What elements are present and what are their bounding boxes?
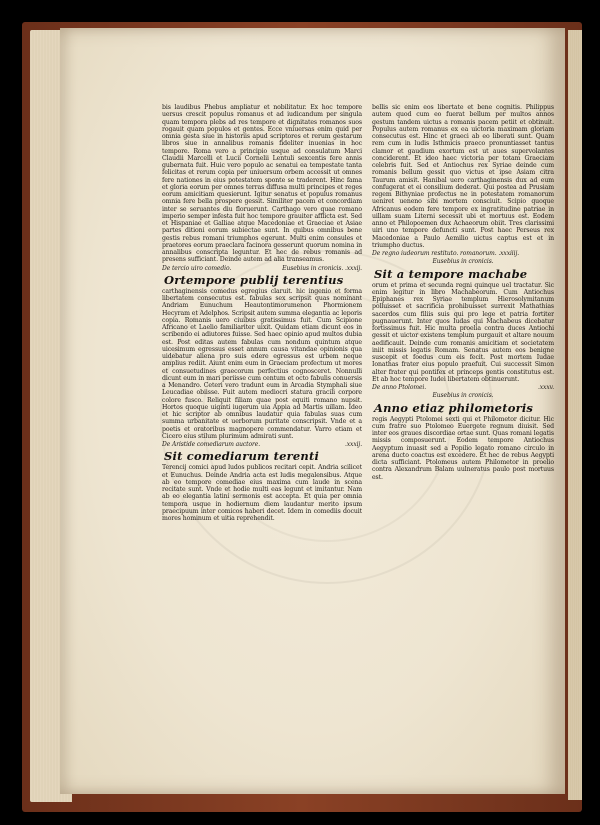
section-heading: Sit comediarum terenti (164, 449, 320, 464)
reference-left: De anno Ptolomei. (372, 384, 427, 391)
reference-left: De regno iudeorum restituto. romanorum. .xxxiiij. (372, 250, 520, 257)
paragraph: orum et prima et secunda regni quinque uel tractatur. Sic enim legitur in libro Machabeorum. Cum Antiochus Epiphanes rex Syriae templum Hierosolymitanum polluisset et sacrificia prohibuisset surrexit Mathathias sacerdos cum filiis suis qui pro lege et patria fortiter pugnauerunt. Inter quos Iudas qui Machabeus dicebatur fortissimus fuit. Hic multa proelia contra duces Antiochi gessit et uictor existens templum purgauit et altare nouum aedificauit. Deinde cum romanis amicitiam et societatem iniit missis legatis Romam. Senatus autem eos benigne suscepit et foedus cum eis fecit. Post mortem Iudae Ionathas frater eius populo praefuit. Cui successit Simon alter frater qui pontifex et princeps gentis constitutus est. Et ab hoc tempore Iudei libertatem obtinuerunt. (372, 281, 554, 383)
section-heading: Ortempore publij terentius (164, 272, 344, 287)
reference-right: .xxxij. (344, 441, 362, 448)
reference-left: De Aristide comediarum auctore. (162, 441, 261, 448)
text-column-left (162, 104, 362, 716)
paragraph: bellis sic enim eos libertate et bene cognitis. Philippus autem quod cum eo fuerat bellum per multos annos gestum tandem uictus a romanis pacem petiit et obtinuit. Populus autem romanus ex ea uictoria maximam gloriam consecutus est. Hinc et graeci ab eo liberati sunt. Quam rem cum in ludis Isthmicis praeco pronuntiasset tantus clamor et gaudium exortum est ut aues supervolantes conciderent. Et ideo haec victoria per totam Graeciam celebris fuit. Sed et Antiochus rex Syriae deinde cum romanis bellum gessit quo victus et ipse Asiam citra Taurum amisit. Hanibal uero carthaginensis dux ad eum confugerat et ei consilium dederat. Qui postea ad Prusiam regem Bithyniae profectus ne in potestatem romanorum ueniret ueneno sibi mortem consciuit. Scipio quoque Africanus eodem fere tempore ex ingratitudine patriae in uillam suam Literni secessit ubi et mortuus est. Eodem anno et Philopoemen dux Achaeorum obiit. Tres clarissimi uiri uno tempore defuncti sunt. Post haec Perseus rex Macedoniae a Paulo Aemilio uictus captus est et in triumpho ductus. (372, 104, 554, 249)
paragraph: carthaginensis comedus egregius claruit. hic ingenio et forma libertatem consecutus est. fabulas sex scripsit quas nominant Andriam Eunuchum Heautontimorumenon Phormionem Hecyram et Adelphos. Scripsit autem summa elegantia ac leporis copia. Romanis uero ciuibus gratissimus fuit. Cum Scipione Africano et Laelio familiariter uixit. Quidam etiam dicunt eos in scribendo ei adiutores fuisse. Sed haec opinio apud multos dubia est. Post editas autem fabulas cum nondum quintum atque uicesimum egressus esset annum causa vitandae opinionis qua uidebatur aliena pro suis edere egressus est urbem neque amplius rediit. Aiunt enim eum in Graeciam profectum ut mores et consuetudines graecorum perfectius cognosceret. Nonnulli dicunt eum in mari periisse cum centum et octo fabulis conuersis a Menandro. Ceteri vero tradunt eum in Arcadia Stymphali siue Leucadiae obiisse. Fuit autem mediocri statura gracili corpore colore fusco. Reliquit filiam quae post equiti romano nupsit. Hortos quoque uiginti iugerum uia Appia ad Martis uillam. Ideo et hic scriptor ab omnibus laudatur quia fabulas suas cum summa urbanitate et uerborum puritate conscripsit. Vnde et a poetis et oratoribus magnopere commendatur. Varro etiam et Cicero eius stilum plurimum admirati sunt. (162, 287, 362, 440)
reference-line (372, 384, 554, 391)
reference-line (162, 441, 362, 448)
reference-line (372, 250, 554, 257)
paragraph: Terencij comici apud ludos publicos recitari cepit. Andria scilicet et Eunuchus. Deinde Andria acta est ludis megalensibus. Atque ab eo tempore comediae eius maxima cum laude in scena recitate sunt. Vnde et hodie multi eas legunt et imitantur. Nam ab eo elegantia latini sermonis est accepta. Et quia per omnia tempora usque in hodiernum diem laudantur merito ipsum praecipuum inter comicos haberi decet. Idem in comediis docuit mores hominum et uitia reprehendit. (162, 464, 362, 522)
source-line: Eusebius in cronicis. (432, 258, 494, 266)
section-heading: Anno etiaz philometoris (374, 400, 534, 415)
text-column-right (372, 104, 554, 716)
right-page-edges (568, 30, 582, 800)
source-line: Eusebius in cronicis. (432, 392, 494, 400)
section-heading: Sit a tempore machabe (374, 266, 528, 281)
reference-line (162, 265, 362, 272)
reference-left: De tercio uiro comedio. (162, 264, 232, 272)
paragraph: bis laudibus Phebus ampliatur et nobilitatur. Ex hoc tempore uersus crescit populus romanus et ad iudicandum per singula quam tempora plebs ad res tempore et dignitates romanos suos rogauit quam populos et gentes. Ecce vniuersas enim quid per omnia gesta siue in historiis apud scriptores et rerum gestarum libros siue in annalibus romanis fideliter inuenias in hoc tempore. Roma vero a principio usque ad consulatum Marci Claudii Marcelli et Lucii Cornelii Lentuli sexcentis fere annis gubernata fuit. Huic vero populo ac senatui ea tempestate tanta felicitas et rerum copia per uniuersum orbem accessit ut omnes fere nationes in eius potestatem sponte se traderent. Hinc fama et gloria eorum per omnes terras diffusa multi principes et reges eorum amicitiam quesierunt. Igitur senatus et populus romanus omnia fere bella prospere gessit. Similiter pacem et concordiam inter se seruantes diu floruerunt. Carthago vero quae romano imperio semper infesta fuit hoc tempore grauiter afflicta est. Sed et Hispaniae et Galliae atque Macedoniae et Graeciae et Asiae partes ditioni eorum subiectae sunt. In quibus omnibus bene gestis rebus romani triumphos egerunt. Multi enim consules et praetores eorum praeclara facinora gesserunt quorum nomina in annalibus conscripta leguntur. Et hec de rebus romanis ad presens sufficiant. Deinde autem ad alia transeamus. (162, 104, 362, 264)
paragraph: regis Aegypti Ptolomei sexti qui et Philometor dicitur. Hic cum fratre suo Ptolomeo Euergete regnum diuisit. Sed inter eos graues discordiae ortae sunt. Quas romani legatis missis composuerunt. Eodem tempore Antiochus Aegyptum inuasit sed a Popilio legato romano circulo in arena ducto coactus est excedere. Et hec de rebus Aegypti dicta sufficiant. Ptolomeus autem Philometor in proelio contra Alexandrum Balam uulneratus paulo post mortuus est. (372, 415, 554, 481)
reference-right: Eusebius in cronicis. .xxxij. (282, 264, 362, 272)
reference-right: .xxxv. (537, 384, 554, 391)
